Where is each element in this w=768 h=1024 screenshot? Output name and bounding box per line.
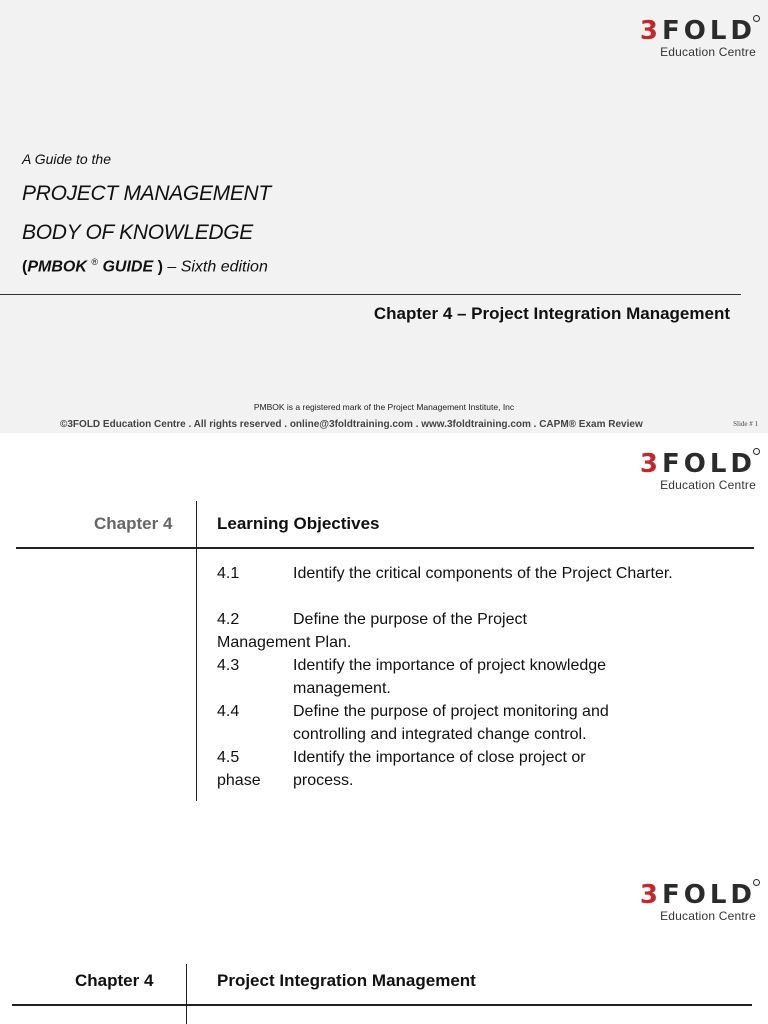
vertical-divider — [186, 964, 187, 1024]
chapter-label: Chapter 4 — [94, 514, 173, 533]
chapter-heading: Chapter 4 – Project Integration Management — [373, 304, 730, 323]
divider — [0, 294, 741, 295]
chapter-label: Chapter 4 — [75, 971, 154, 990]
slide-footer — [0, 416, 768, 433]
logo-mark: 3FOLD — [640, 451, 756, 477]
slide-3 — [0, 838, 768, 1024]
trademark-note: PMBOK is a registered mark of the Project Management Institute, Inc — [253, 402, 515, 412]
section-title: Project Integration Management — [217, 971, 476, 990]
logo — [640, 882, 756, 923]
logo-subtitle: Education Centre — [660, 478, 756, 492]
section-title: Learning Objectives — [217, 514, 380, 533]
slide-1 — [0, 0, 768, 433]
slide-number: Slide # 1 — [733, 420, 758, 428]
header-rule — [12, 1004, 752, 1006]
logo-subtitle: Education Centre — [660, 909, 756, 923]
logo-subtitle: Education Centre — [660, 45, 756, 59]
header-rule — [16, 547, 754, 549]
slide-2: 3FOLD Education Centre Chapter 4 Learning Objectives 4.1 Identify the critical components of the Project Charter. 4.2 Define the purpose of the Project Management Plan. 4.3 Identify the importance of project knowledge management. 4.4 Define the purpose of project monitoring and controlling and integrated change control. 4.5 Identify the importance of close project or phase process. — [0, 433, 768, 838]
title-line-1: PROJECT MANAGEMENT — [22, 182, 271, 205]
logo-mark: 3FOLD — [640, 882, 756, 908]
logo — [640, 451, 756, 492]
logo — [640, 18, 756, 59]
footer-text: ©3FOLD Education Centre . All rights reserved . online@3foldtraining.com . www.3foldtraining.com . CAPM® Exam Review — [60, 419, 643, 430]
title-line-2: BODY OF KNOWLEDGE — [22, 221, 254, 244]
vertical-divider — [196, 501, 197, 801]
logo-mark: 3FOLD — [640, 18, 756, 44]
edition-line: (PMBOK ® GUIDE ) – Sixth edition — [22, 257, 268, 276]
guide-intro: A Guide to the — [22, 151, 111, 167]
